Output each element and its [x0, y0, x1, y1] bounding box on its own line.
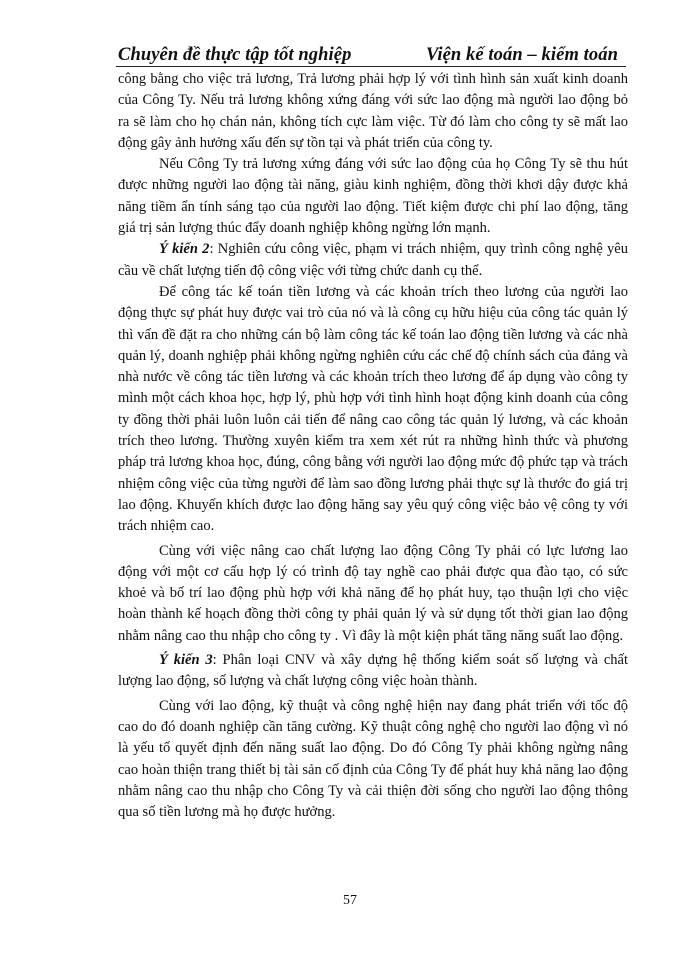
paragraph: công bằng cho việc trả lương, Trả lương phải hợp lý với tình hình sản xuất kinh doanh của Công Ty. Nếu trả lương không xứng đáng với sức lao động mà người lao động bỏ ra sẽ làm cho họ chán nản, không tích cực làm việc. Từ đó làm cho công ty sẽ mất lao động gây ảnh hưởng xấu đến sự tồn tại và phát triển của công ty. [118, 71, 628, 151]
opinion-label: Ý kiến 3 [159, 652, 213, 669]
opinion-label: Ý kiến 2 [159, 241, 210, 258]
paragraph: Cùng với việc nâng cao chất lượng lao động Công Ty phải có lực lương lao động với một cơ cấu hợp lý có trình độ tay nghề cao phải được qua đào tạo, có sức khoẻ và bố trí lao động phù hợp với khả năng để họ phát huy, tạo thuận lợi cho việc hoàn thành kế hoạch đồng thời công ty phải quản lý và sử dụng tốt thời gian lao động nhằm nâng cao thu nhập cho công ty . Vì đây là một kiện phát tăng năng suất lao động. [118, 542, 628, 644]
page-header [118, 36, 618, 66]
body-text [118, 69, 628, 823]
header-document-title: Chuyên đề thực tập tốt nghiệp [118, 45, 352, 65]
opinion-text: : Nghiên cứu công việc, phạm vi trách nhiệm, quy trình công nghệ yêu cầu về chất lượng tiến độ công việc với từng chức danh cụ thể. [118, 241, 628, 279]
paragraph: Để công tác kế toán tiền lương và các khoản trích theo lương của người lao động thực sự phát huy được vai trò của nó và là công cụ hữu hiệu của công tác quản lý thì vấn đề đặt ra cho những cán bộ làm công tác kế toán lao động tiền lương và các nhà quản lý, doanh nghiệp phải không ngừng nghiên cứu các chế độ chính sách của đảng và nhà nước về công tác tiền lương và các khoản trích theo lương để áp dụng vào công ty mình một cách khoa học, hợp lý, phù hợp với tình hình hoạt động kinh doanh của công ty đồng thời phải luôn luôn cải tiến để nâng cao công tác quản lý lương, và các khoản trích theo lương. Thường xuyên kiểm tra xem xét rút ra những hình thức và phương pháp trả lương khoa học, đúng, công bằng với người lao động mức độ phức tạp và trách nhiệm công việc của từng người để làm sao đồng lương phải thực sự là thước đo giá trị lao động. Khuyến khích được lao động hăng say yêu quý công việc bảo vệ công ty với trách nhiệm cao. [118, 283, 628, 535]
paragraph-opinion-2 [118, 239, 628, 282]
header-divider [116, 66, 626, 67]
opinion-text: : Phân loại CNV và xây dựng hệ thống kiểm soát số lượng và chất lượng lao động, số lượng và chất lượng công việc hoàn thành. [118, 652, 628, 690]
paragraph: Nếu Công Ty trả lương xứng đáng với sức lao động của họ Công Ty sẽ thu hút được những người lao động tài năng, giàu kinh nghiệm, đồng thời khơi dậy được khả năng tiềm ẩn tính sáng tạo của người lao động. Tiết kiệm được chi phí lao động, tăng giá trị sản lượng thúc đẩy doanh nghiệp không ngừng lớn mạnh. [118, 156, 628, 237]
header-institute: Viện kế toán – kiểm toán [425, 45, 618, 65]
page-number: 57 [343, 893, 357, 908]
paragraph: Cùng với lao động, kỹ thuật và công nghệ hiện nay đang phát triển với tốc độ cao do đó doanh nghiệp cần tăng cường. Kỹ thuật công nghệ cho người lao động vì nó là yếu tố quyết định đến năng suất lao động. Do đó Công Ty phải không ngừng nâng cao hoàn thiện trang thiết bị tài sản cố định của Công Ty để phát huy khả năng lao động nhằm nâng cao thu nhập cho Công Ty và cải thiện đời sống cho người lao động thông qua số tiền lương mà họ được hưởng. [118, 697, 628, 821]
paragraph-opinion-3 [118, 650, 628, 693]
